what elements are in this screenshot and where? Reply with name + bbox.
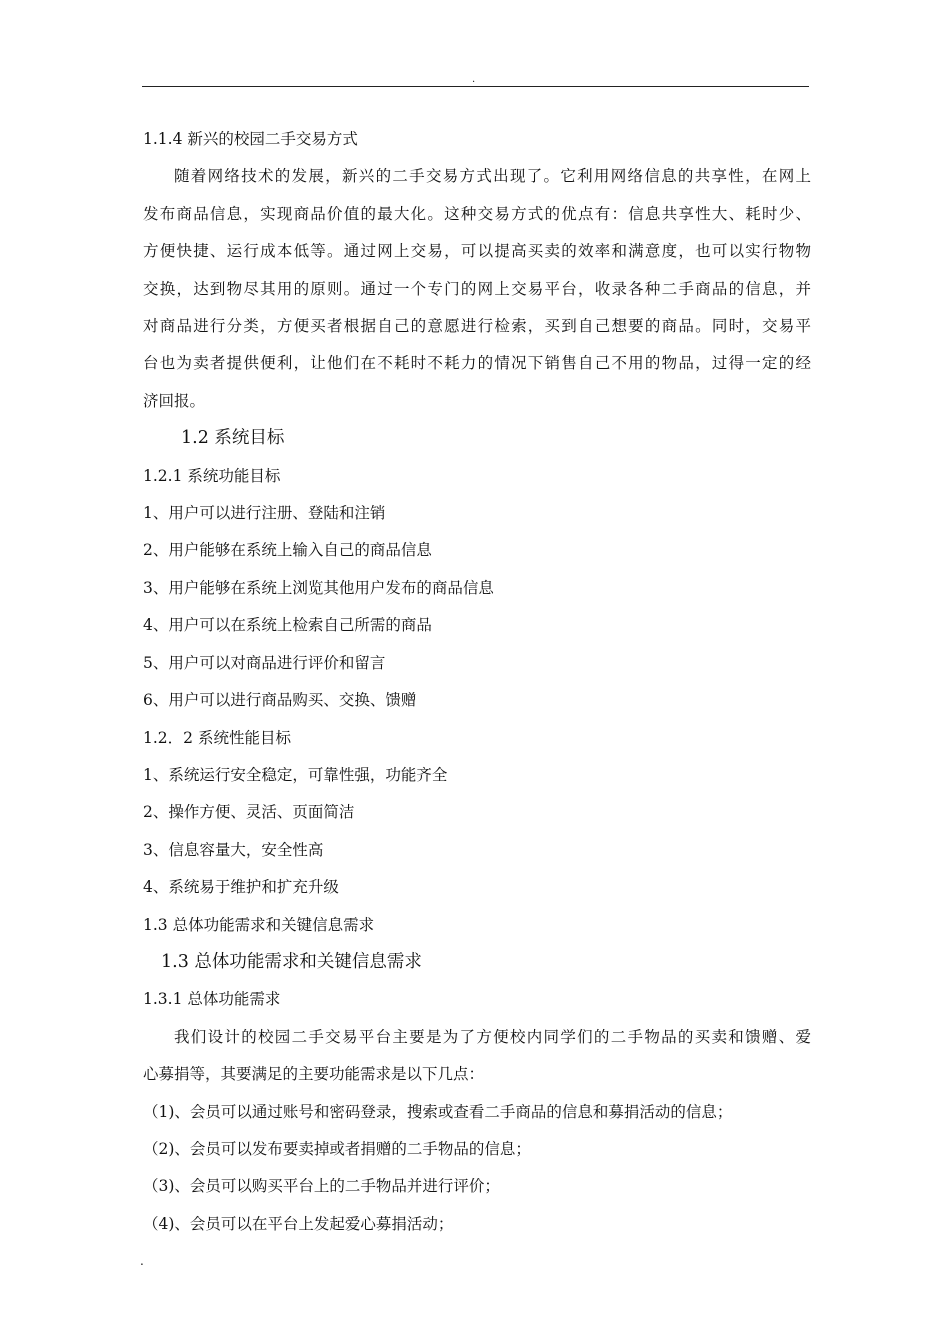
list-item: 2、用户能够在系统上输入自己的商品信息 [143,541,432,560]
list-item: 6、用户可以进行商品购买、交换、馈赠 [143,691,417,710]
paragraph-line: 对商品进行分类，方便买者根据自己的意愿进行检索，买到自己想要的商品。同时，交易平 [143,317,811,336]
paragraph-line: 济回报。 [143,391,206,410]
list-item: （2)、会员可以发布要卖掉或者捐赠的二手物品的信息； [143,1139,531,1158]
section-heading-1-1-4: 1.1.4 新兴的校园二手交易方式 [143,130,358,148]
list-item: （4)、会员可以在平台上发起爱心募捐活动； [143,1214,454,1233]
subsection-heading-1-2-2: 1.2．2 系统性能目标 [143,728,291,747]
list-item: 2、操作方便、灵活、页面简洁 [143,803,355,822]
subsection-heading-1-3-1: 1.3.1 总体功能需求 [143,990,281,1009]
list-item: 4、系统易于维护和扩充升级 [143,878,339,897]
list-item: 4、用户可以在系统上检索自己所需的商品 [143,616,432,635]
paragraph-line: 方便快捷、运行成本低等。通过网上交易，可以提高买卖的效率和满意度，也可以实行物物 [143,242,811,261]
paragraph-line: 心募捐等，其要满足的主要功能需求是以下几点： [143,1065,485,1084]
paragraph-line: 随着网络技术的发展，新兴的二手交易方式出现了。它利用网络信息的共享性，在网上 [174,167,811,186]
paragraph-1-1-4 [143,158,811,420]
section-heading-1-2: 1.2 系统目标 [181,428,285,449]
document-body [143,121,811,1243]
list-item: （1)、会员可以通过账号和密码登录，搜索或查看二手商品的信息和募捐活动的信息； [143,1102,733,1121]
list-item: 3、信息容量大，安全性高 [143,840,324,859]
footer-mark: . [140,1254,144,1268]
list-item: 1、用户可以进行注册、登陆和注销 [143,504,386,523]
subsection-heading-1-2-1: 1.2.1 系统功能目标 [143,466,281,485]
paragraph-line: 我们设计的校园二手交易平台主要是为了方便校内同学们的二手物品的买卖和馈赠、爱 [174,1027,811,1046]
paragraph-line: 发布商品信息，实现商品价值的最大化。这种交易方式的优点有：信息共享性大、耗时少、 [143,204,811,223]
list-item: （3)、会员可以购买平台上的二手物品并进行评价； [143,1177,500,1196]
section-heading-1-3-large: 1.3 总体功能需求和关键信息需求 [161,951,422,972]
list-item: 1、系统运行安全稳定，可靠性强，功能齐全 [143,765,448,784]
paragraph-line: 台也为卖者提供便利，让他们在不耗时不耗力的情况下销售自己不用的物品，过得一定的经 [143,354,811,373]
list-item: 5、用户可以对商品进行评价和留言 [143,653,386,672]
section-heading-1-3-small: 1.3 总体功能需求和关键信息需求 [143,915,375,934]
header-mark: . [472,74,476,85]
header-rule [142,86,809,87]
paragraph-1-3-1 [143,1019,811,1094]
paragraph-line: 交换，达到物尽其用的原则。通过一个专门的网上交易平台，收录各种二手商品的信息，并 [143,279,811,298]
list-item: 3、用户能够在系统上浏览其他用户发布的商品信息 [143,578,494,597]
